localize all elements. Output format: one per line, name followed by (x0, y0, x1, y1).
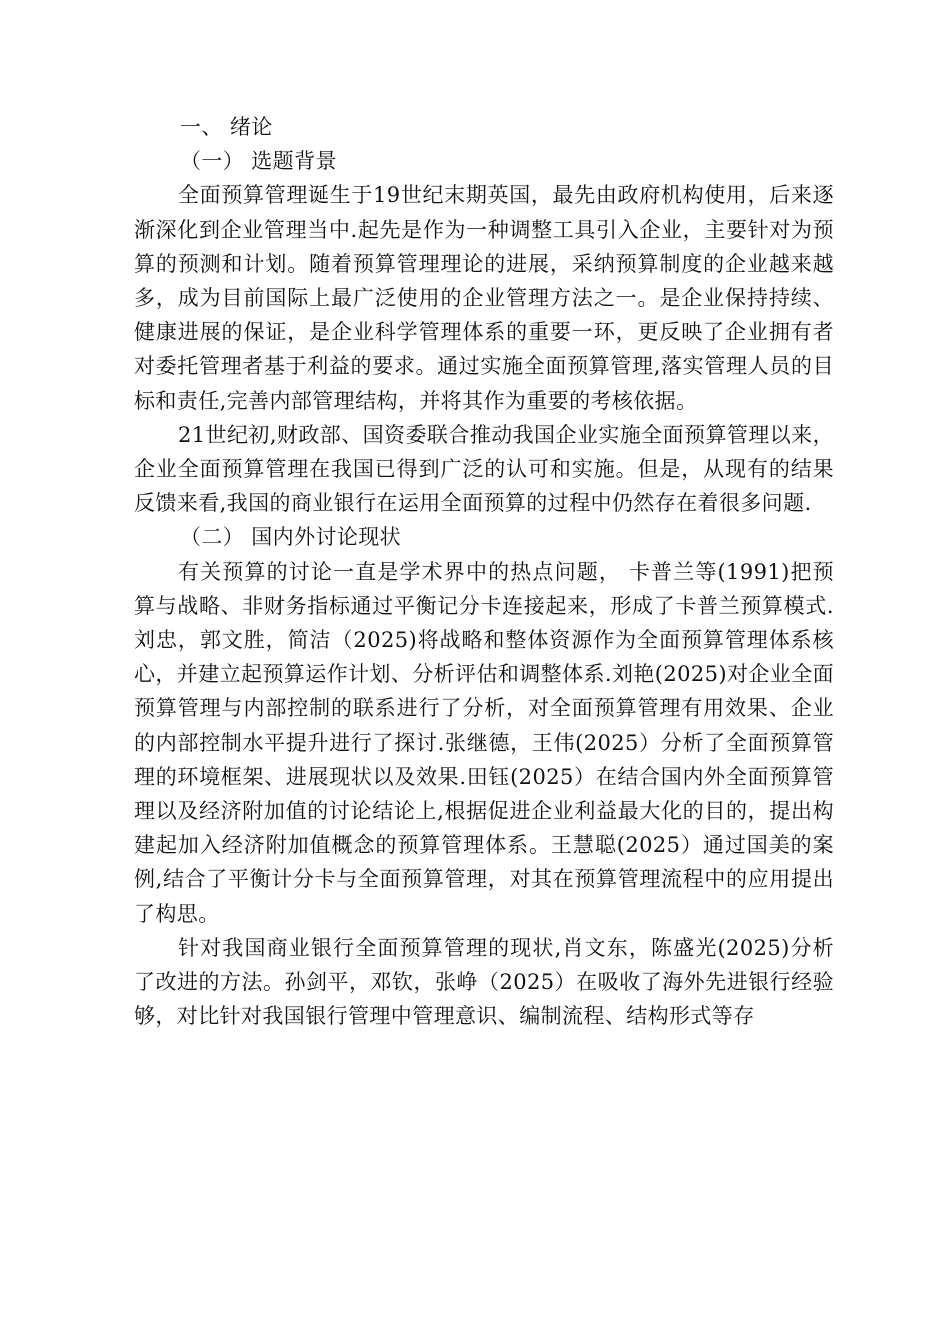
paragraph-research-2: 针对我国商业银行全面预算管理的现状,肖文东，陈盛光(2025)分析了改进的方法。孙剑平，邓钦，张峥（2025）在吸收了海外先进银行经验够，对比针对我国银行管理中管理意识、编制流程、结构形式等存 (134, 935, 834, 1029)
paragraph-background-2: 21世纪初,财政部、国资委联合推动我国企业实施全面预算管理以来，企业全面预算管理在我国已得到广泛的认可和实施。但是，从现有的结果反馈来看,我国的商业银行在运用全面预算的过程中仍然存在着很多问题. (134, 422, 834, 516)
document-body (134, 110, 834, 1033)
paragraph-research-1: 有关预算的讨论一直是学术界中的热点问题， 卡普兰等(1991)把预算与战略、非财务指标通过平衡记分卡连接起来，形成了卡普兰预算模式.刘忠，郭文胜，简洁（2025)将战略和整体资源作为全面预算管理体系核心，并建立起预算运作计划、分析评估和调整体系.刘艳(2025)对企业全面预算管理与内部控制的联系进行了分析，对全面预算管理有用效果、企业的内部控制水平提升进行了探讨.张继德，王伟(2025）分析了全面预算管理的环境框架、进展现状以及效果.田钰(2025）在结合国内外全面预算管理以及经济附加值的讨论结论上,根据促进企业利益最大化的目的，提出构建起加入经济附加值概念的预算管理体系。王慧聪(2025）通过国美的案例,结合了平衡计分卡与全面预算管理，对其在预算管理流程中的应用提出了构思。 (134, 559, 834, 926)
section-heading-research-status: （二） 国内外讨论现状 (180, 525, 402, 550)
paragraph-background-1: 全面预算管理诞生于19世纪末期英国，最先由政府机构使用，后来逐渐深化到企业管理当中.起先是作为一种调整工具引入企业，主要针对为预算的预测和计划。随着预算管理理论的进展，采纳预算制度的企业越来越多，成为目前国际上最广泛使用的企业管理方法之一。是企业保持持续、健康进展的保证，是企业科学管理体系的重要一环，更反映了企业拥有者对委托管理者基于利益的要求。通过实施全面预算管理,落实管理人员的目标和责任,完善内部管理结构，并将其作为重要的考核依据。 (134, 183, 834, 413)
section-heading-background: （一） 选题背景 (180, 149, 337, 174)
chapter-heading: 一、 绪论 (180, 115, 273, 139)
